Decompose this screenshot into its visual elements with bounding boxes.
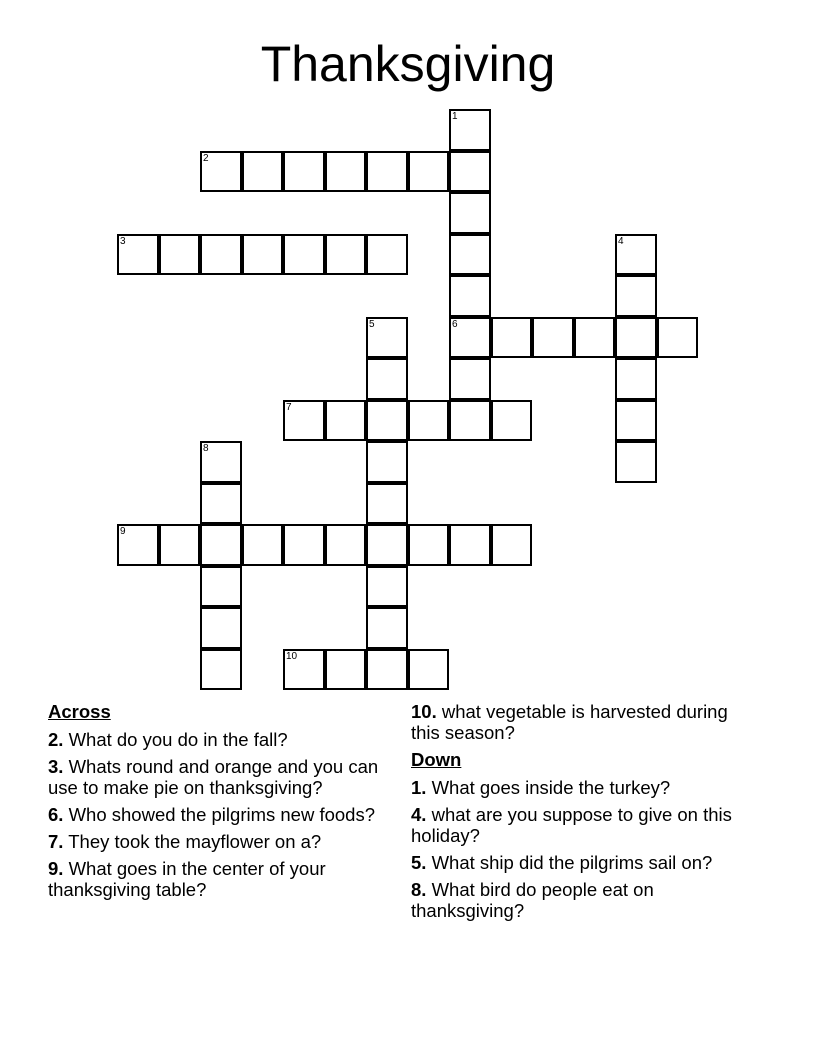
grid-cell[interactable]: [366, 151, 408, 193]
grid-cell[interactable]: [615, 400, 657, 442]
grid-cell[interactable]: [366, 524, 408, 566]
clue-number: 4: [618, 235, 624, 247]
clue-down-8: 8. What bird do people eat on thanksgiving?: [411, 879, 654, 921]
grid-cell[interactable]: [449, 400, 491, 442]
clue-number: 3: [120, 235, 126, 247]
grid-cell[interactable]: [449, 192, 491, 234]
grid-cell[interactable]: [283, 234, 325, 276]
grid-cell[interactable]: [325, 234, 367, 276]
grid-cell[interactable]: [366, 317, 408, 359]
page-title: Thanksgiving: [260, 36, 556, 92]
grid-cell[interactable]: [366, 566, 408, 608]
clue-across-7: 7. They took the mayflower on a?: [48, 831, 322, 852]
grid-cell[interactable]: [491, 317, 533, 359]
grid-cell[interactable]: [242, 234, 284, 276]
clue-number: 1: [452, 111, 458, 122]
grid-cell[interactable]: [366, 607, 408, 649]
clue-number: 2: [203, 152, 209, 164]
grid-cell[interactable]: [117, 234, 159, 276]
grid-cell[interactable]: [408, 151, 450, 193]
clue-across-9: 9. What goes in the center of your thanksgiving table?: [48, 858, 326, 900]
grid-cell[interactable]: [615, 441, 657, 483]
clues-right-column: [411, 701, 741, 927]
grid-cell[interactable]: [325, 400, 367, 442]
clue-number: 10: [286, 650, 298, 662]
grid-cell[interactable]: [200, 649, 242, 691]
grid-cell[interactable]: [283, 400, 325, 442]
down-heading: Down: [411, 749, 462, 770]
clue-down-5: 5. What ship did the pilgrims sail on?: [411, 852, 713, 873]
grid-cell[interactable]: [408, 649, 450, 691]
grid-cell[interactable]: [283, 151, 325, 193]
grid-cell[interactable]: [200, 151, 242, 193]
grid-cell[interactable]: [325, 524, 367, 566]
grid-cell[interactable]: [242, 151, 284, 193]
grid-cell[interactable]: [408, 400, 450, 442]
grid-cell[interactable]: [657, 317, 699, 359]
grid-cell[interactable]: [200, 524, 242, 566]
grid-cell[interactable]: [366, 441, 408, 483]
grid-cell[interactable]: [615, 234, 657, 276]
grid-cell[interactable]: [159, 524, 201, 566]
grid-cell[interactable]: [449, 275, 491, 317]
grid-cell[interactable]: [491, 400, 533, 442]
grid-cell[interactable]: [366, 400, 408, 442]
grid-cell[interactable]: [366, 358, 408, 400]
clue-across-10: 10. what vegetable is harvested during this season?: [411, 701, 728, 743]
clue-number: 5: [369, 318, 375, 330]
grid-cell[interactable]: [449, 109, 491, 151]
grid-cell[interactable]: [449, 317, 491, 359]
clue-across-2: 2. What do you do in the fall?: [48, 729, 288, 750]
grid-cell[interactable]: [615, 358, 657, 400]
grid-cell[interactable]: [325, 649, 367, 691]
grid-cell[interactable]: [200, 234, 242, 276]
grid-cell[interactable]: [283, 524, 325, 566]
grid-cell[interactable]: [366, 649, 408, 691]
clue-across-3: 3. Whats round and orange and you can use to make pie on thanksgiving?: [48, 756, 379, 798]
grid-cell[interactable]: [200, 566, 242, 608]
grid-cell[interactable]: [449, 151, 491, 193]
clue-number: 9: [120, 526, 126, 537]
across-heading: Across: [48, 701, 111, 722]
grid-cell[interactable]: [408, 524, 450, 566]
grid-cell[interactable]: [574, 317, 616, 359]
grid-cell[interactable]: [615, 317, 657, 359]
clue-number: 7: [286, 401, 292, 413]
grid-cell[interactable]: [532, 317, 574, 359]
grid-cell[interactable]: [200, 483, 242, 525]
grid-cell[interactable]: [366, 483, 408, 525]
grid-cell[interactable]: [449, 524, 491, 566]
clue-down-1: 1. What goes inside the turkey?: [411, 777, 671, 798]
clue-down-4: 4. what are you suppose to give on this holiday?: [411, 804, 732, 846]
grid-cell[interactable]: [159, 234, 201, 276]
grid-cell[interactable]: [491, 524, 533, 566]
clue-number: 6: [452, 318, 458, 330]
clues-left-column: [48, 701, 388, 906]
clue-number: 8: [203, 443, 209, 454]
grid-cell[interactable]: [242, 524, 284, 566]
grid-cell[interactable]: [200, 607, 242, 649]
grid-cell[interactable]: [325, 151, 367, 193]
grid-cell[interactable]: [449, 234, 491, 276]
grid-cell[interactable]: [117, 524, 159, 566]
clue-across-6: 6. Who showed the pilgrims new foods?: [48, 804, 376, 825]
grid-cell[interactable]: [615, 275, 657, 317]
grid-cell[interactable]: [200, 441, 242, 483]
grid-cell[interactable]: [366, 234, 408, 276]
grid-cell[interactable]: [449, 358, 491, 400]
grid-cell[interactable]: [283, 649, 325, 691]
